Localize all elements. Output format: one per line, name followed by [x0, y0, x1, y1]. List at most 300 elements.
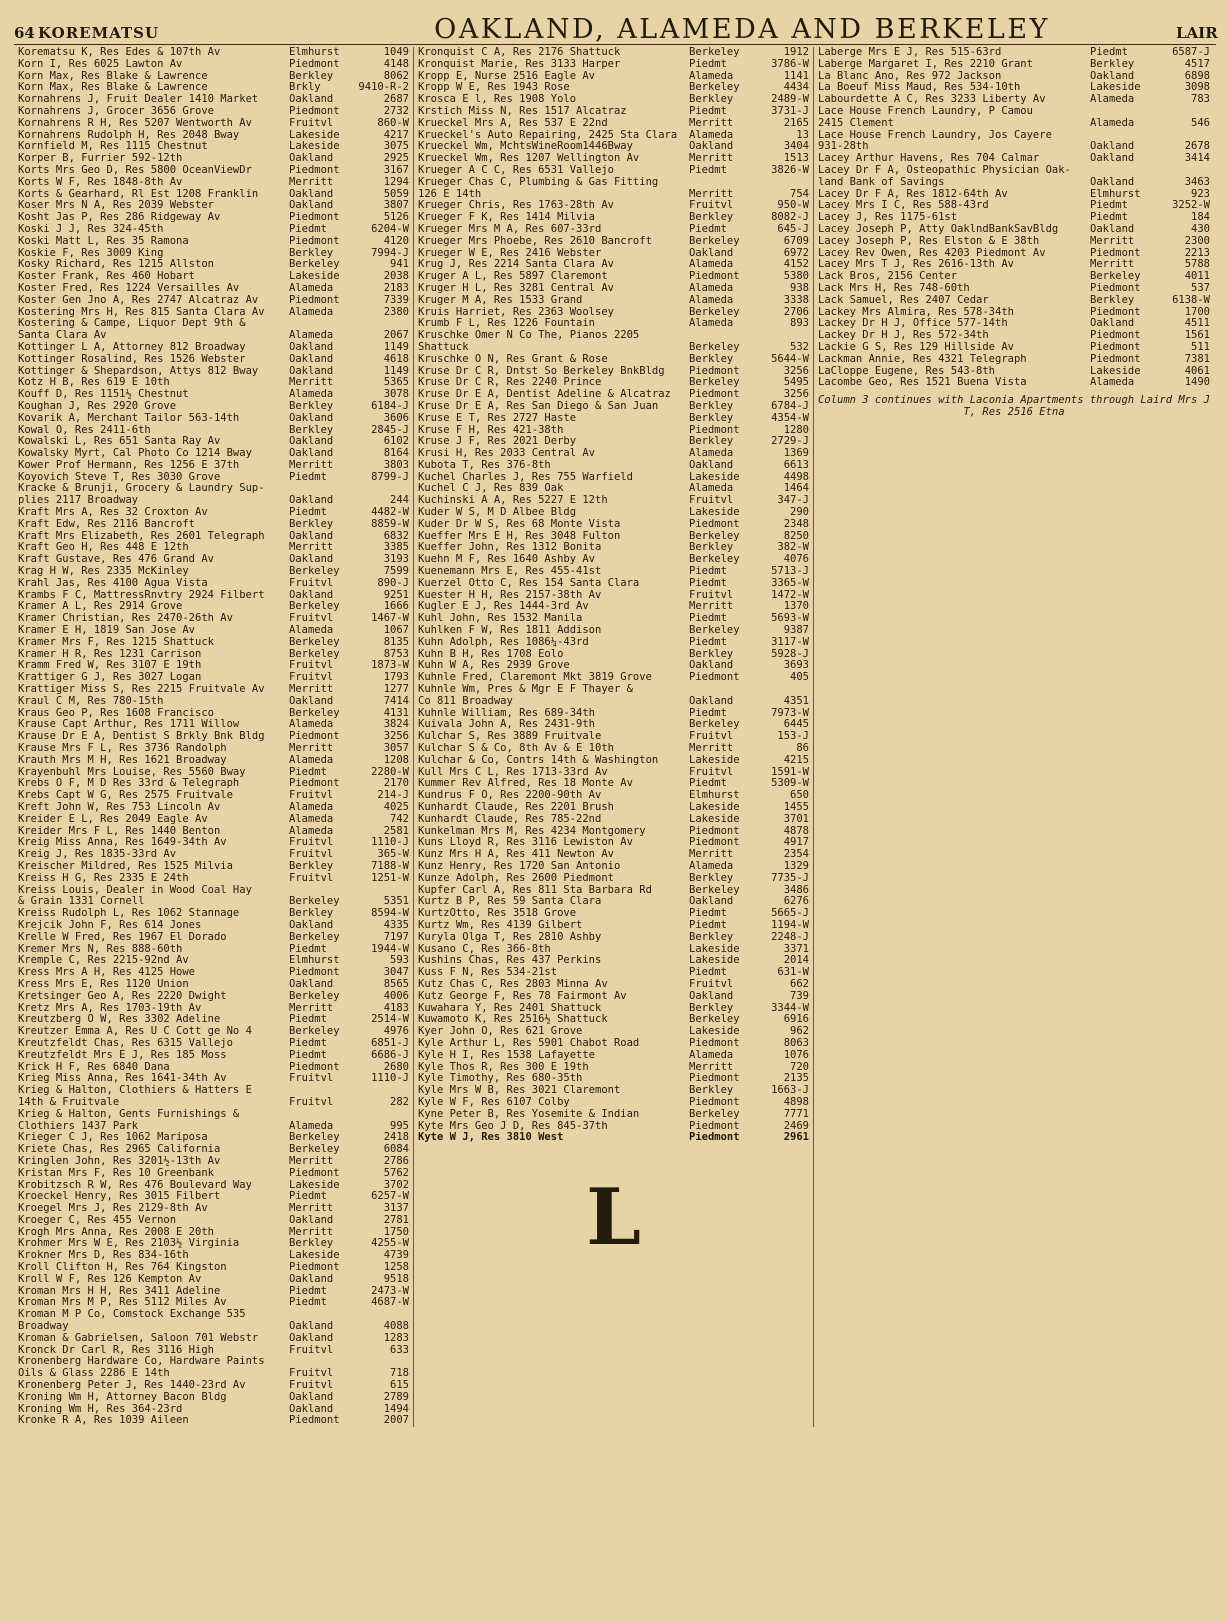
entry-number: 2961 [783, 1132, 809, 1144]
entry-exchange: Alameda [1090, 117, 1135, 129]
directory-entry [18, 896, 409, 908]
entry-exchange: Berkley [689, 353, 734, 365]
directory-entry [418, 826, 809, 838]
entry-exchange: Berkley [689, 872, 734, 884]
entry-name: Krug J, Res 2214 Santa Clara Av [418, 259, 614, 271]
entry-name: Kuhnle William, Res 689-34th [418, 707, 596, 719]
directory-entry [818, 330, 1210, 342]
directory-entry [418, 578, 809, 590]
entry-number: 6832 [383, 530, 409, 542]
entry-exchange: Merritt [689, 601, 734, 613]
entry-name: Kuhl John, Res 1532 Manila [418, 613, 583, 625]
directory-entry [18, 153, 409, 165]
entry-number: 1793 [383, 672, 409, 684]
entry-number: 3344-W [771, 1002, 809, 1014]
directory-entry [18, 743, 409, 755]
entry-name: Kuehn M F, Res 1640 Ashby Av [418, 554, 596, 566]
entry-number: 9387 [783, 625, 809, 637]
entry-number: 6445 [783, 719, 809, 731]
entry-exchange: Merritt [289, 684, 334, 696]
entry-number: 4498 [783, 471, 809, 483]
entry-exchange: Berkeley [289, 896, 340, 908]
entry-exchange: Berkeley [289, 601, 340, 613]
directory-entry [18, 625, 409, 637]
entry-name: Kueffer John, Res 1312 Bonita [418, 542, 602, 554]
directory-entry [18, 767, 409, 779]
entry-number: 2067 [383, 330, 409, 342]
directory-entry [18, 1368, 409, 1380]
entry-number: 511 [1191, 341, 1210, 353]
entry-name: Kronquist C A, Res 2176 Shattuck [418, 47, 621, 58]
entry-name: Kottinger & Shepardson, Attys 812 Bway [18, 365, 259, 377]
entry-exchange: Alameda [1090, 377, 1135, 389]
entry-exchange: Alameda [689, 129, 734, 141]
entry-name: Kottinger Rosalind, Res 1526 Webster [18, 353, 246, 365]
entry-exchange: Piedmont [289, 164, 340, 176]
entry-name: Kroman & Gabrielsen, Saloon 701 Webstr [18, 1332, 259, 1344]
directory-entry [418, 94, 809, 106]
entry-exchange: Piedmt [689, 58, 727, 70]
entry-name: Krumb F L, Res 1226 Fountain [418, 318, 596, 330]
entry-number: 5644-W [771, 353, 809, 365]
entry-number: 2014 [783, 955, 809, 967]
entry-number: 6916 [783, 1014, 809, 1026]
directory-entry [18, 1309, 409, 1321]
entry-number: 8062 [383, 70, 409, 82]
entry-name: Kunkelman Mrs M, Res 4234 Montgomery [418, 825, 646, 837]
entry-name: Kreutzberg O W, Res 3302 Adeline [18, 1014, 221, 1026]
entry-number: 6102 [383, 436, 409, 448]
entry-name: Krieger C J, Res 1062 Mariposa [18, 1132, 208, 1144]
directory-entry [818, 271, 1210, 283]
entry-name: Kraft Mrs A, Res 32 Croxton Av [18, 507, 208, 519]
entry-exchange: Merritt [1090, 235, 1135, 247]
directory-entry [18, 1014, 409, 1026]
entry-number: 2038 [383, 271, 409, 283]
entry-name: Kugler E J, Res 1444-3rd Av [418, 601, 589, 613]
directory-entry [18, 1109, 409, 1121]
entry-number: 4061 [1184, 365, 1210, 377]
entry-number: 244 [390, 495, 409, 507]
entry-number: 6613 [783, 459, 809, 471]
entry-name: Kramer E H, 1819 San Jose Av [18, 625, 196, 637]
entry-number: 1700 [1184, 306, 1210, 318]
directory-entry [18, 991, 409, 1003]
entry-name: Kramer H R, Res 1231 Carrison [18, 648, 202, 660]
directory-entry [18, 967, 409, 979]
entry-name: land Bank of Savings [818, 176, 945, 188]
directory-entry [18, 790, 409, 802]
entry-exchange: Oakland [289, 1214, 334, 1226]
directory-entry [418, 731, 809, 743]
entry-name: Lacey Joseph P, Res Elston & E 38th [818, 235, 1040, 247]
entry-name: Krag H W, Res 2335 McKinley [18, 566, 189, 578]
entry-number [351, 1109, 409, 1121]
entry-name: Kroll Clifton H, Res 764 Kingston [18, 1262, 227, 1274]
entry-exchange: Piedmt [289, 1014, 327, 1026]
entry-exchange: Alameda [689, 448, 734, 460]
entry-name: Kraft Geo H, Res 448 E 12th [18, 542, 189, 554]
entry-number: 1666 [383, 601, 409, 613]
directory-column-3 [814, 47, 1214, 1427]
directory-entry [18, 141, 409, 153]
directory-entry [18, 1073, 409, 1085]
entry-exchange: Berkeley [289, 566, 340, 578]
entry-number: 662 [790, 978, 809, 990]
entry-name: Santa Clara Av [18, 330, 107, 342]
entry-exchange: Lakeside [689, 802, 740, 813]
entry-exchange: Alameda [689, 294, 734, 306]
section-letter: L [586, 1172, 641, 1264]
directory-entry [418, 106, 809, 118]
directory-entry [18, 637, 409, 649]
entry-name: Krohmer Mrs W E, Res 2103½ Virginia [18, 1238, 240, 1250]
entry-exchange: Merritt [289, 459, 334, 471]
entry-exchange: Oakland [689, 141, 734, 153]
entry-name: Kuhnle Fred, Claremont Mkt 3819 Grove [418, 672, 652, 684]
entry-exchange: Alameda [689, 1049, 734, 1061]
entry-exchange: Alameda [689, 483, 734, 495]
directory-entry [18, 165, 409, 177]
entry-exchange: Fruitvl [289, 790, 334, 802]
entry-exchange: Piedmt [689, 613, 727, 625]
entry-number: 1513 [783, 153, 809, 165]
directory-entry [18, 826, 409, 838]
entry-name: Kraft Mrs Elizabeth, Res 2601 Telegraph [18, 530, 265, 542]
entry-exchange: Oakland [1090, 70, 1135, 82]
entry-name: Kovarik A, Merchant Tailor 563-14th [18, 412, 240, 424]
entry-name: Korts & Gearhard, Rl Est 1208 Franklin [18, 188, 259, 200]
entry-number: 3404 [783, 141, 809, 153]
entry-number: 593 [390, 955, 409, 967]
entry-number: 6709 [783, 235, 809, 247]
entry-number: 2514-W [371, 1014, 409, 1026]
entry-exchange: Berkeley [689, 719, 740, 731]
entry-exchange [1090, 165, 1152, 177]
directory-entry [818, 224, 1210, 236]
entry-name: Kraft Edw, Res 2116 Bancroft [18, 518, 196, 530]
entry-name: Kower Prof Hermann, Res 1256 E 37th [18, 459, 240, 471]
directory-entry [18, 330, 409, 342]
entry-name: Kueffer Mrs E H, Res 3048 Fulton [418, 530, 621, 542]
entry-exchange: Berkley [689, 212, 734, 224]
entry-name: Lacombe Geo, Res 1521 Buena Vista [818, 377, 1027, 389]
entry-name: plies 2117 Broadway [18, 495, 139, 507]
entry-exchange: Oakland [689, 660, 734, 672]
entry-number [1152, 130, 1210, 142]
entry-name: Kramer A L, Res 2914 Grove [18, 601, 183, 613]
directory-entry [418, 613, 809, 625]
entry-name: Laberge Margaret I, Res 2210 Grant [818, 58, 1033, 70]
directory-entry [18, 1333, 409, 1345]
directory-entry [418, 625, 809, 637]
entry-exchange [289, 1309, 351, 1321]
entry-name: Kriete Chas, Res 2965 California [18, 1144, 221, 1156]
entry-name: Krueger Chris, Res 1763-28th Av [418, 200, 614, 212]
entry-number: 1141 [783, 70, 809, 82]
entry-name: Kreig J, Res 1835-33rd Av [18, 849, 177, 861]
entry-exchange: Fruitvl [289, 1096, 334, 1108]
entry-number: 3047 [383, 967, 409, 979]
entry-number: 1873-W [371, 660, 409, 672]
entry-name: Kuhn Adolph, Res 1086¼-43rd [418, 636, 589, 648]
entry-number: 5059 [383, 188, 409, 200]
entry-exchange: Berkley [689, 931, 734, 943]
directory-entry [18, 1227, 409, 1239]
directory-entry [418, 896, 809, 908]
entry-exchange: Oakland [289, 1273, 334, 1285]
entry-exchange [289, 1356, 351, 1368]
directory-entry [418, 448, 809, 460]
directory-entry [418, 1003, 809, 1015]
entry-number: 8082-J [771, 212, 809, 224]
entry-name: Kreutzfeldt Chas, Res 6315 Vallejo [18, 1037, 233, 1049]
directory-entry [418, 554, 809, 566]
entry-number: 9410-R-2 [358, 82, 409, 94]
directory-entry [418, 460, 809, 472]
directory-entry [18, 731, 409, 743]
entry-exchange: Piedmt [289, 1037, 327, 1049]
entry-name: Kroegel Mrs J, Res 2129-8th Av [18, 1203, 208, 1215]
entry-exchange: Merritt [689, 849, 734, 861]
directory-entry [418, 944, 809, 956]
directory-entry [418, 790, 809, 802]
directory-entry [18, 696, 409, 708]
entry-number: 2729-J [771, 436, 809, 448]
entry-number: 4255-W [371, 1238, 409, 1250]
entry-number: 282 [390, 1096, 409, 1108]
entry-exchange: Alameda [289, 625, 334, 637]
entry-exchange: Fruitvl [289, 837, 334, 849]
entry-name: Krueckel Mrs A, Res 537 E 22nd [418, 117, 608, 129]
entry-name: Kreiss Rudolph L, Res 1062 Stannage [18, 908, 240, 920]
entry-number: 4152 [783, 259, 809, 271]
entry-name: Kreiss H G, Res 2335 E 24th [18, 872, 189, 884]
entry-number: 4148 [383, 58, 409, 70]
entry-exchange: Berkley [689, 94, 734, 106]
directory-entry [818, 94, 1210, 106]
directory-entry [18, 460, 409, 472]
entry-name: Kosht Jas P, Res 286 Ridgeway Av [18, 212, 221, 224]
entry-number: 184 [1191, 212, 1210, 224]
entry-name: Kropp E, Nurse 2516 Eagle Av [418, 70, 596, 82]
entry-exchange: Piedmt [689, 919, 727, 931]
entry-exchange: Alameda [289, 754, 334, 766]
directory-entry [418, 366, 809, 378]
entry-name: Kuder Dr W S, Res 68 Monte Vista [418, 518, 621, 530]
directory-entry [18, 601, 409, 613]
entry-exchange: Elmhurst [1090, 188, 1141, 200]
entry-number: 2300 [1184, 235, 1210, 247]
entry-number: 1149 [383, 341, 409, 353]
entry-exchange: Oakland [689, 247, 734, 259]
entry-exchange: Piedmt [689, 566, 727, 578]
entry-name: Kunhardt Claude, Res 2201 Brush [418, 802, 614, 813]
entry-number: 3078 [383, 389, 409, 401]
directory-entry [418, 212, 809, 224]
entry-exchange: Oakland [689, 896, 734, 908]
entry-name: Korts Mrs Geo D, Res 5800 OceanViewDr [18, 164, 252, 176]
entry-number: 3701 [783, 813, 809, 825]
directory-entry [18, 1168, 409, 1180]
directory-entry [18, 531, 409, 543]
directory-entry [18, 920, 409, 932]
entry-number: 86 [796, 743, 809, 755]
entry-exchange: Berkeley [289, 1132, 340, 1144]
directory-entry [418, 330, 809, 342]
entry-exchange: Oakland [289, 554, 334, 566]
entry-number [351, 1309, 409, 1321]
directory-entry [418, 849, 809, 861]
entry-exchange: Lakeside [289, 1179, 340, 1191]
entry-name: Lackie G S, Res 129 Hillside Av [818, 341, 1014, 353]
directory-entry [18, 342, 409, 354]
entry-name: Kuder W S, M D Albee Bldg [418, 507, 577, 519]
entry-exchange [1090, 106, 1152, 118]
entry-name: Kreutzfeldt Mrs E J, Res 185 Moss [18, 1049, 227, 1061]
entry-name: Kull Mrs C L, Res 1713-33rd Av [418, 766, 608, 778]
entry-exchange: Piedmont [689, 271, 740, 283]
entry-exchange: Lakeside [1090, 82, 1141, 94]
entry-exchange: Lakeside [689, 813, 740, 825]
entry-number: 2680 [383, 1061, 409, 1073]
entry-name: Kruger A L, Res 5897 Claremont [418, 271, 608, 283]
entry-number: 3693 [783, 660, 809, 672]
entry-name: Koski J J, Res 324-45th [18, 223, 164, 235]
entry-exchange: Piedmont [689, 365, 740, 377]
entry-name: LaCloppe Eugene, Res 543-8th [818, 365, 996, 377]
entry-name: Kreider E L, Res 2049 Eagle Av [18, 813, 208, 825]
entry-number: 3252-W [1172, 200, 1210, 212]
directory-entry [18, 802, 409, 814]
entry-exchange: Piedmont [689, 1120, 740, 1132]
directory-entry [418, 837, 809, 849]
entry-exchange: Piedmont [289, 967, 340, 979]
entry-number: 3256 [783, 365, 809, 377]
entry-number: 2581 [383, 825, 409, 837]
entry-exchange: Piedmt [689, 778, 727, 790]
entry-number: 615 [390, 1380, 409, 1392]
entry-name: Kruschke Omer N Co The, Pianos 2205 [418, 330, 640, 342]
entry-exchange: Piedmt [289, 1191, 327, 1203]
entry-name: Kruis Harriet, Res 2363 Woolsey [418, 306, 614, 318]
entry-name: Kulchar & Co, Contrs 14th & Washington [418, 754, 659, 766]
entry-number: 6184-J [371, 400, 409, 412]
entry-name: Krueger Mrs Phoebe, Res 2610 Bancroft [418, 235, 652, 247]
entry-number: 6204-W [371, 223, 409, 235]
entry-name: Kroman Mrs H H, Res 3411 Adeline [18, 1285, 221, 1297]
entry-name: Krambs F C, MattressRnvtry 2924 Filbert [18, 589, 265, 601]
entry-exchange: Merritt [289, 743, 334, 755]
directory-entry [818, 177, 1210, 189]
entry-name: Kremer Mrs N, Res 888-60th [18, 943, 183, 955]
entry-name: Kremple C, Res 2215-92nd Av [18, 955, 189, 967]
directory-entry [418, 224, 809, 236]
directory-entry [418, 708, 809, 720]
entry-number: 7381 [1184, 353, 1210, 365]
entry-exchange: Berkeley [689, 530, 740, 542]
directory-entry [418, 153, 809, 165]
entry-name: Krueckel's Auto Repairing, 2425 Sta Clara [418, 129, 678, 141]
entry-exchange: Fruitvl [689, 731, 734, 743]
entry-number: 6898 [1184, 70, 1210, 82]
directory-entry [818, 307, 1210, 319]
entry-exchange: Piedmont [289, 731, 340, 743]
directory-entry [418, 542, 809, 554]
entry-exchange: Piedmt [689, 967, 727, 979]
entry-name: Kushins Chas, Res 437 Perkins [418, 955, 602, 967]
directory-entry [18, 318, 409, 330]
entry-number: 1467-W [371, 613, 409, 625]
entry-number: 4120 [383, 235, 409, 247]
entry-number: 6851-J [371, 1037, 409, 1049]
entry-exchange: Merritt [689, 743, 734, 755]
directory-entry [18, 436, 409, 448]
entry-name: Kunze Adolph, Res 2600 Piedmont [418, 872, 614, 884]
entry-name: Krejcik John F, Res 614 Jones [18, 919, 202, 931]
entry-number: 1251-W [371, 872, 409, 884]
entry-exchange: Berkeley [689, 377, 740, 389]
entry-number: 6257-W [371, 1191, 409, 1203]
directory-entry [818, 366, 1210, 378]
entry-exchange: Berkley [689, 436, 734, 448]
directory-entry [18, 578, 409, 590]
entry-name: Kuwamoto K, Res 2516½ Shattuck [418, 1014, 608, 1026]
directory-entry [18, 873, 409, 885]
entry-exchange: Oakland [689, 695, 734, 707]
entry-number: 6587-J [1172, 47, 1210, 58]
entry-exchange: Piedmont [1090, 353, 1141, 365]
entry-name: Kuchinski A A, Res 5227 E 12th [418, 495, 608, 507]
entry-number: 1149 [383, 365, 409, 377]
entry-name: Kruse Dr E A, Res San Diego & San Juan [418, 400, 659, 412]
directory-entry [418, 82, 809, 94]
directory-entry [18, 448, 409, 460]
entry-number: 950-W [777, 200, 809, 212]
entry-exchange: Lakeside [689, 1026, 740, 1038]
directory-entry [818, 118, 1210, 130]
entry-exchange: Berkley [689, 542, 734, 554]
directory-entry [18, 1097, 409, 1109]
directory-entry [18, 1380, 409, 1392]
entry-number: 8594-W [371, 908, 409, 920]
entry-number: 3463 [1184, 176, 1210, 188]
entry-name: Lackey Dr H J, Office 577-14th [818, 318, 1008, 330]
directory-entry [18, 1144, 409, 1156]
entry-number: 214-J [377, 790, 409, 802]
directory-entry [18, 130, 409, 142]
entry-exchange: Alameda [1090, 94, 1135, 106]
entry-number: 5365 [383, 377, 409, 389]
entry-name: Korn Max, Res Blake & Lawrence [18, 70, 208, 82]
entry-exchange: Alameda [289, 282, 334, 294]
entry-name: Kowalski L, Res 651 Santa Ray Av [18, 436, 221, 448]
entry-number: 6686-J [371, 1049, 409, 1061]
directory-entry [818, 47, 1210, 59]
entry-name: Kurtz B P, Res 59 Santa Clara [418, 896, 602, 908]
entry-exchange: Berkley [289, 908, 334, 920]
entry-name: Lace House French Laundry, Jos Cayere [818, 129, 1052, 141]
entry-number: 3167 [383, 164, 409, 176]
entry-name: Kraus Geo P, Res 1608 Francisco [18, 707, 214, 719]
entry-exchange: Berkeley [689, 1108, 740, 1120]
entry-name: La Blanc Ano, Res 972 Jackson [818, 70, 1002, 82]
entry-exchange: Alameda [689, 318, 734, 330]
entry-number: 1944-W [371, 943, 409, 955]
entry-number: 3807 [383, 200, 409, 212]
directory-entry [418, 377, 809, 389]
entry-name: Kringlen John, Res 3201½-13th Av [18, 1155, 221, 1167]
